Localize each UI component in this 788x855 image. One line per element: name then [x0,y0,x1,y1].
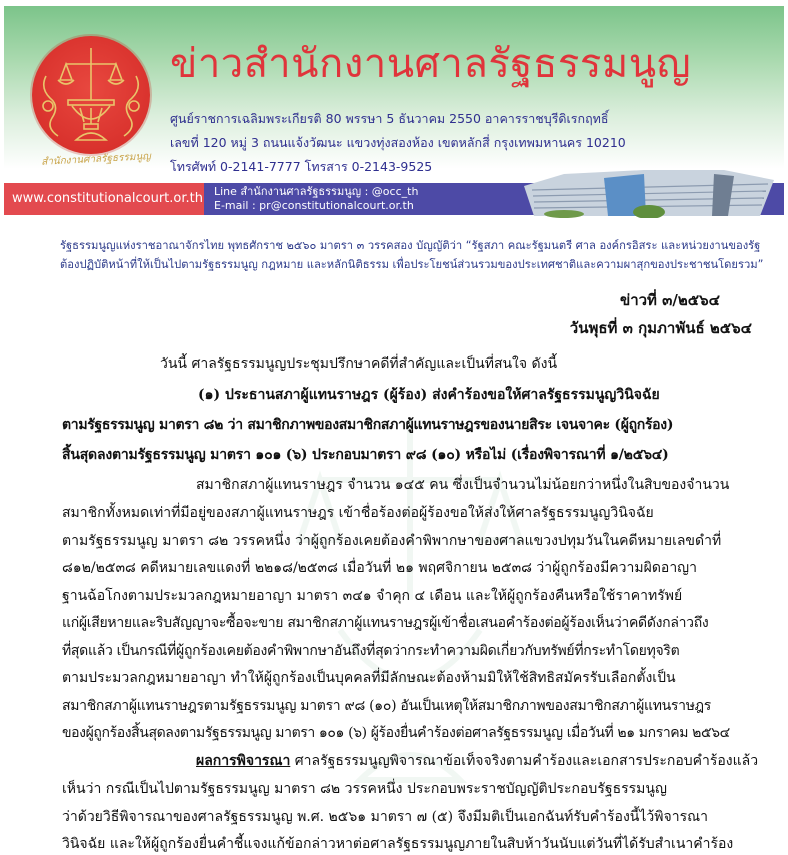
case-title-line: สิ้นสุดลงตามรัฐธรรมนูญ มาตรา ๑๐๑ (๖) ประกอบมาตรา ๙๘ (๑๐) หรือไม่ (เรื่องพิจารณาที่ ๑/๒๕๖๔) [62,447,669,463]
facts-line: สมาชิกทั้งหมดเท่าที่มีอยู่ของสภาผู้แทนราษฎร เข้าชื่อร้องต่อผู้ร้องขอให้ส่งให้ศาลรัฐธรรมนูญวินิจฉัย [62,505,654,521]
quote-line: รัฐธรรมนูญแห่งราชอาณาจักรไทย พุทธศักราช ๒๕๖๐ มาตรา ๓ วรรคสอง บัญญัติว่า “รัฐสภา คณะรัฐมนตรี ศาล องค์กรอิสระ และหน่วยงานของรัฐ [60,239,761,252]
result-first-line [196,750,758,772]
intro-paragraph: วันนี้ ศาลรัฐธรรมนูญประชุมปรึกษาคดีที่สำคัญและเป็นที่สนใจ ดังนี้ [160,356,558,372]
page-title: ข่าวสำนักงานศาลรัฐธรรมนูญ [170,41,692,87]
court-building-image [524,156,774,218]
email-link[interactable]: E-mail : pr@constitutionalcourt.or.th [214,199,414,212]
facts-line: ของผู้ถูกร้องสิ้นสุดลงตามรัฐธรรมนูญ มาตรา ๑๐๑ (๖) ผู้ร้องยื่นคำร้องต่อศาลรัฐธรรมนูญ เมื่อวันที่ ๒๑ มกราคม ๒๕๖๔ [62,725,730,741]
phone-fax-line: โทรศัพท์ 0-2141-7777 โทรสาร 0-2143-9525 [170,159,433,174]
news-number: ข่าวที่ ๓/๒๕๖๔ [619,291,720,309]
news-date: วันพุธที่ ๓ กุมภาพันธ์ ๒๕๖๔ [569,319,752,337]
scales-of-justice-icon [32,36,150,154]
seal-caption: สำนักงานศาลรัฐธรรมนูญ [40,151,152,168]
facts-line: ฐานฉ้อโกงตามประมวลกฎหมายอาญา มาตรา ๓๔๑ จำคุก ๔ เดือน และให้ผู้ถูกร้องคืนหรือใช้ราคาทรัพย์ [62,588,683,604]
result-line: วินิจฉัย และให้ผู้ถูกร้องยื่นคำชี้แจงแก้ข้อกล่าวหาต่อศาลรัฐธรรมนูญภายในสิบห้าวันนับแต่วันที่ได้รับสำเนาคำร้อง [62,836,734,852]
result-heading: ผลการพิจารณา [196,753,291,769]
case-title-line: ตามรัฐธรรมนูญ มาตรา ๘๒ ว่า สมาชิกภาพของสมาชิกสภาผู้แทนราษฎรของนายสิระ เจนจาคะ (ผู้ถูกร้อง) [62,417,674,433]
facts-line: สมาชิกสภาผู้แทนราษฎร จำนวน ๑๔๕ คน ซึ่งเป็นจำนวนไม่น้อยกว่าหนึ่งในสิบของจำนวน [196,477,730,493]
line-account: Line สำนักงานศาลรัฐธรรมนูญ : @occ_th [214,185,419,198]
website-link[interactable]: www.constitutionalcourt.or.th [4,183,204,215]
facts-line: ตามรัฐธรรมนูญ มาตรา ๘๒ วรรคหนึ่ง ว่าผู้ถูกร้องเคยต้องคำพิพากษาของศาลแขวงปทุมวันในคดีหมายเลขดำที่ [62,533,722,549]
case-title-line: (๑) ประธานสภาผู้แทนราษฎร (ผู้ร้อง) ส่งคำร้องขอให้ศาลรัฐธรรมนูญวินิจฉัย [198,387,660,403]
facts-line: แก่ผู้เสียหายและริบสัญญาจะซื้อจะขาย สมาชิกสภาผู้แทนราษฎรผู้เข้าชื่อเสนอคำร้องต่อผู้ร้องเห็นว่าคดีดังกล่าวถึง [62,615,709,631]
constitution-quote [60,236,770,274]
address-line-2: เลขที่ 120 หมู่ 3 ถนนแจ้งวัฒนะ แขวงทุ่งสองห้อง เขตหลักสี่ กรุงเทพมหานคร 10210 [170,135,626,150]
facts-line: ที่สุดแล้ว เป็นกรณีที่ผู้ถูกร้องเคยต้องคำพิพากษาอันถึงที่สุดว่ากระทำความผิดเกี่ยวกับทรัพย์ที่กระทำโดยทุจริต [62,643,680,659]
facts-line: สมาชิกสภาผู้แทนราษฎรตามรัฐธรรมนูญ มาตรา ๙๘ (๑๐) อันเป็นเหตุให้สมาชิกภาพของสมาชิกสภาผู้แทนราษฎร [62,698,711,714]
result-line: ว่าด้วยวิธีพิจารณาของศาลรัฐธรรมนูญ พ.ศ. ๒๕๖๑ มาตรา ๗ (๕) จึงมีมติเป็นเอกฉันท์รับคำร้องนี้ไว้พิจารณา [62,809,708,825]
facts-line: ๘๑๒/๒๕๓๘ คดีหมายเลขแดงที่ ๒๒๑๘/๒๕๓๘ เมื่อวันที่ ๒๑ พฤศจิกายน ๒๕๓๘ ว่าผู้ถูกร้องมีความผิดอาญา [62,560,697,576]
facts-line: ตามประมวลกฎหมายอาญา ทำให้ผู้ถูกร้องเป็นบุคคลที่มีลักษณะต้องห้ามมิให้ใช้สิทธิสมัครรับเลือกตั้งเป็น [62,670,676,686]
result-text: ศาลรัฐธรรมนูญพิจารณาข้อเท็จจริงตามคำร้องและเอกสารประกอบคำร้องแล้ว [294,753,759,769]
letterhead-banner [4,6,784,214]
quote-line: ต้องปฏิบัติหน้าที่ให้เป็นไปตามรัฐธรรมนูญ กฎหมาย และหลักนิติธรรม เพื่อประโยชน์ส่วนรวมของประเทศชาติและความผาสุกของประชาชนโดยรวม” [60,258,764,271]
result-line: เห็นว่า กรณีเป็นไปตามรัฐธรรมนูญ มาตรา ๘๒ วรรคหนึ่ง ประกอบพระราชบัญญัติประกอบรัฐธรรมนูญ [62,781,667,797]
court-seal-logo [32,36,150,154]
address-line-1: ศูนย์ราชการเฉลิมพระเกียรติ 80 พรรษา 5 ธันวาคม 2550 อาคารราชบุรีดิเรกฤทธิ์ [170,111,609,126]
